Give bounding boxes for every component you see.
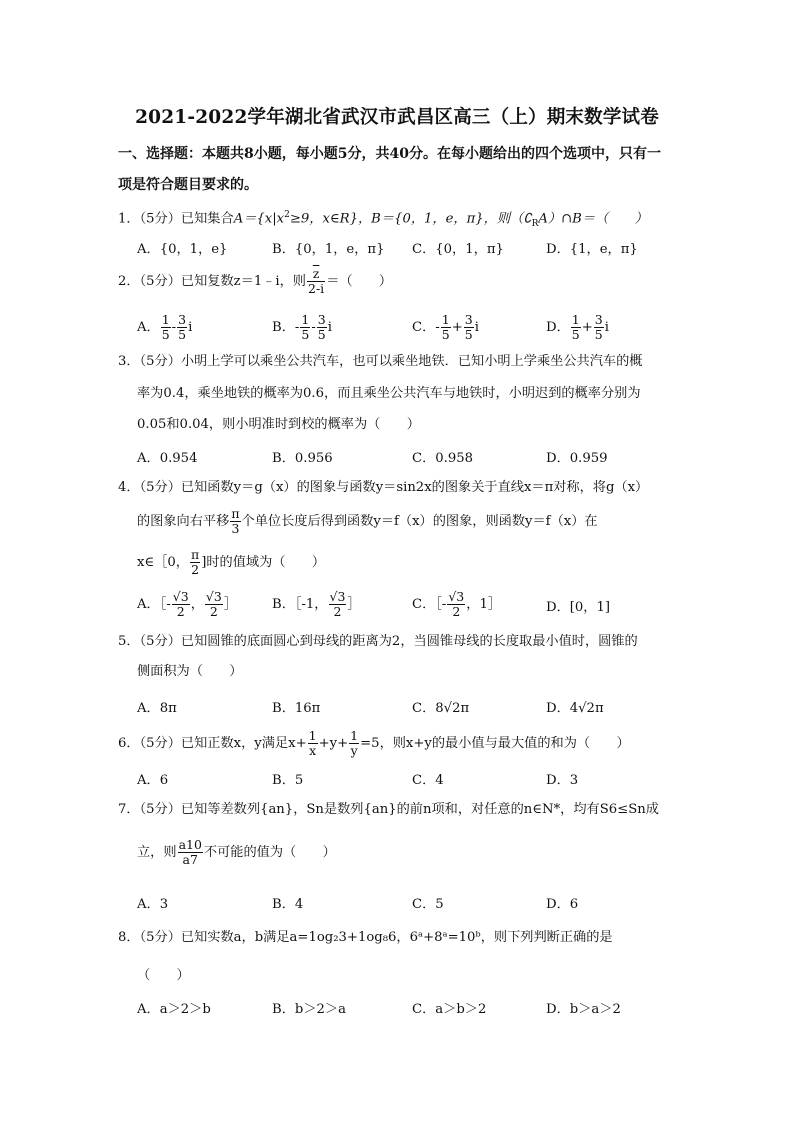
q7-frac-den: a7 — [182, 852, 198, 867]
q4-line3-n: π — [190, 547, 200, 562]
q3-option-a: A．0.954 — [137, 451, 198, 466]
q2-c-pre: - — [435, 320, 440, 335]
q2-a-op: - — [171, 320, 177, 335]
q4-line2-n: π — [231, 506, 240, 521]
q2-d-frac1 — [571, 313, 581, 342]
q7-frac — [178, 838, 203, 867]
q2-a-d1: 5 — [161, 327, 170, 342]
q4-c-pre: - — [441, 597, 447, 612]
q1-sub: R — [531, 219, 539, 230]
q2-c-n1: 1 — [441, 312, 450, 327]
question-7-line2 — [137, 838, 709, 867]
q1-stem-d: A）∩B＝（ ） — [538, 211, 648, 227]
q7-option-c: C．5 — [412, 897, 444, 912]
question-4-line2 — [137, 507, 709, 536]
q2-c-i: i — [474, 320, 479, 335]
q2-a-n1: 1 — [161, 312, 170, 327]
q2-c-frac2 — [464, 313, 474, 342]
q4-line3-a: x∈［0， — [137, 555, 189, 570]
q4-a-end: ］ — [223, 597, 237, 612]
q5-option-d: D．4√2π — [546, 701, 604, 716]
q5-option-a: A．8π — [137, 701, 177, 716]
section-heading-line2: 项是符合题目要求的。 — [118, 177, 258, 193]
q2-c-frac1 — [441, 313, 451, 342]
question-5-line1: 5．（5分）已知圆锥的底面圆心到母线的距离为2，当圆锥母线的长度取最小值时，圆锥的 — [118, 634, 638, 649]
question-8-line2: （ ） — [137, 968, 190, 983]
q4-option-c — [412, 590, 501, 619]
q4-c-end: ，1］ — [466, 597, 502, 612]
question-4-line1: 4．（5分）已知函数y＝g（x）的图象与函数y＝sin2x的图象关于直线x＝π对称，将g（x） — [118, 480, 649, 495]
q4-a-frac2 — [205, 590, 223, 619]
q2-d-n2: 3 — [594, 312, 603, 327]
q6-expr-b: +y+ — [318, 736, 349, 751]
q2-d-label: D． — [546, 320, 570, 335]
q2-d-op: + — [581, 320, 593, 335]
q4-line3-d: 2 — [191, 562, 200, 577]
q2-fraction — [307, 267, 325, 296]
q2-stem-a: 2．（5分）已知复数z＝1﹣i，则 — [118, 274, 306, 289]
q6-d2: y — [350, 743, 358, 758]
q4-b-d: 2 — [333, 604, 342, 619]
q3-option-b: B．0.956 — [272, 451, 333, 466]
q4-c-d: 2 — [452, 604, 461, 619]
q6-option-b: B．5 — [272, 773, 304, 788]
q2-b-frac2 — [317, 313, 327, 342]
q2-b-op: - — [311, 320, 316, 335]
q6-stem-a: 6．（5分）已知正数x，y满足 — [118, 736, 289, 751]
q4-c-n: √3 — [448, 589, 465, 604]
q2-c-label: C． — [412, 320, 436, 335]
q4-c-frac — [447, 590, 465, 619]
q2-b-frac1 — [300, 313, 310, 342]
question-5-line2: 侧面积为（ ） — [137, 664, 243, 679]
q4-a-label: A．［ — [137, 597, 167, 612]
q4-line3-b: ]时的值域为（ ） — [201, 555, 326, 570]
q2-c-n2: 3 — [464, 312, 473, 327]
q2-b-d1: 5 — [301, 327, 310, 342]
q4-line2-frac — [230, 507, 240, 536]
q6-stem-b: ，则x+y的最小值与最大值的和为（ ） — [379, 736, 630, 751]
q7-line2-a: 立，则 — [137, 845, 177, 860]
q4-option-a — [137, 590, 237, 619]
q2-d-d2: 5 — [594, 327, 603, 342]
q5-option-b: B．16π — [272, 701, 321, 716]
q2-b-pre: - — [294, 320, 300, 335]
question-4-line3 — [137, 548, 709, 577]
q2-d-frac2 — [594, 313, 604, 342]
q5-option-c: C．8√2π — [412, 701, 470, 716]
question-2-stem — [118, 267, 690, 296]
q2-frac-den: 2-i — [308, 281, 325, 296]
q2-option-b — [272, 313, 332, 342]
q3-option-d: D．0.959 — [546, 451, 608, 466]
q6-option-d: D．3 — [546, 773, 579, 788]
q2-a-label: A． — [137, 320, 160, 335]
q2-b-n2: 3 — [317, 312, 326, 327]
question-6-stem — [118, 729, 690, 758]
q2-a-frac1 — [161, 313, 171, 342]
q2-b-n1: 1 — [301, 312, 310, 327]
q4-line2-b: 个单位长度后得到函数y＝f（x）的图象，则函数y＝f（x）在 — [241, 514, 598, 529]
q6-expr-c: =5 — [360, 736, 380, 751]
q2-c-d2: 5 — [464, 327, 473, 342]
q8-option-d: D．b＞a＞2 — [546, 1002, 621, 1017]
q3-option-c: C．0.958 — [412, 451, 474, 466]
q2-option-d — [546, 313, 609, 342]
q2-a-i: i — [188, 320, 193, 335]
q2-a-d2: 5 — [178, 327, 187, 342]
q6-frac1 — [308, 729, 318, 758]
q4-a-mid: ， — [190, 597, 204, 612]
page-title: 2021-2022学年湖北省武汉市武昌区高三（上）期末数学试卷 — [135, 107, 659, 128]
q1-option-a: A．{0，1，e} — [137, 242, 228, 257]
q4-option-d: D．[0，1] — [546, 600, 611, 615]
q4-b-n: √3 — [329, 589, 346, 604]
q2-stem-b: ＝（ ） — [326, 274, 393, 289]
q1-option-c: C．{0，1，π} — [412, 242, 504, 257]
q4-a-frac1 — [172, 590, 190, 619]
q2-frac-num: $\overline{z}$ — [307, 267, 325, 282]
q4-b-label: B．［-1， — [272, 597, 328, 612]
q2-b-label: B． — [272, 320, 295, 335]
question-1-stem — [118, 201, 690, 238]
q4-option-b — [272, 590, 361, 619]
q4-b-frac — [329, 590, 347, 619]
q8-option-a: A．a＞2＞b — [137, 1002, 211, 1017]
question-3-line1: 3．（5分）小明上学可以乘坐公共汽车，也可以乘坐地铁．已知小明上学乘坐公共汽车的概 — [118, 354, 643, 369]
question-3-line3: 0.05和0.04，则小明准时到校的概率为（ ） — [137, 417, 420, 432]
q2-a-n2: 3 — [178, 312, 187, 327]
q6-frac2 — [349, 729, 359, 758]
q2-d-d1: 5 — [571, 327, 580, 342]
q6-option-c: C．4 — [412, 773, 444, 788]
section-heading-line1: 一、选择题：本题共8小题，每小题5分，共40分。在每小题给出的四个选项中，只有一 — [118, 146, 661, 162]
q2-option-a — [137, 313, 192, 342]
q2-b-i: i — [327, 320, 332, 335]
q6-n1: 1 — [308, 728, 317, 743]
q4-a-n1: √3 — [172, 589, 189, 604]
q4-a-d1: 2 — [176, 604, 185, 619]
q1-option-b: B．{0，1，e，π} — [272, 242, 385, 257]
q4-line3-frac — [190, 548, 200, 577]
q4-a-pre: - — [166, 597, 171, 612]
q1-stem-c: ≥9，x∈R}，B＝{0，1，e，π}，则（∁ — [289, 211, 532, 227]
q1-option-d: D．{1，e，π} — [546, 242, 638, 257]
q7-option-b: B．4 — [272, 897, 304, 912]
q8-option-c: C．a＞b＞2 — [412, 1002, 487, 1017]
q6-d1: x — [309, 743, 317, 758]
q7-line2-b: 不可能的值为（ ） — [203, 845, 336, 860]
q6-n2: 1 — [350, 728, 359, 743]
q4-line2-a: 的图象向右平移 — [137, 514, 230, 529]
q2-option-c — [412, 313, 479, 342]
q2-c-d1: 5 — [441, 327, 450, 342]
q6-expr-a: x+ — [288, 736, 307, 751]
q2-a-frac2 — [177, 313, 187, 342]
q7-option-d: D．6 — [546, 897, 579, 912]
q7-option-a: A．3 — [137, 897, 169, 912]
q2-c-op: + — [451, 320, 463, 335]
q1-sup: 2 — [284, 210, 290, 220]
q2-b-d2: 5 — [317, 327, 326, 342]
q1-stem-b: A＝{x|x — [233, 211, 285, 227]
q6-option-a: A．6 — [137, 773, 169, 788]
q4-c-label: C．［ — [412, 597, 442, 612]
q7-frac-num: a10 — [178, 837, 202, 852]
q2-d-i: i — [604, 320, 609, 335]
q4-b-end: ］ — [347, 597, 361, 612]
q4-line2-d: 3 — [231, 521, 240, 536]
q2-d-n1: 1 — [571, 312, 580, 327]
question-7-line1: 7．（5分）已知等差数列{an}，Sn是数列{an}的前n项和，对任意的n∈N*，均有S6≤Sn成 — [118, 802, 659, 817]
q4-a-n2: √3 — [205, 589, 222, 604]
q4-a-d2: 2 — [209, 604, 218, 619]
question-3-line2: 率为0.4，乘坐地铁的概率为0.6，而且乘坐公共汽车与地铁时，小明迟到的概率分别为 — [137, 386, 641, 401]
q1-stem-a: 1．（5分）已知集合 — [118, 211, 234, 227]
q8-option-b: B．b＞2＞a — [272, 1002, 346, 1017]
question-8-line1: 8．（5分）已知实数a，b满足a=1og₂3+1og₈6，6ᵃ+8ᵃ=10ᵇ，则下列判断正确的是 — [118, 930, 613, 945]
